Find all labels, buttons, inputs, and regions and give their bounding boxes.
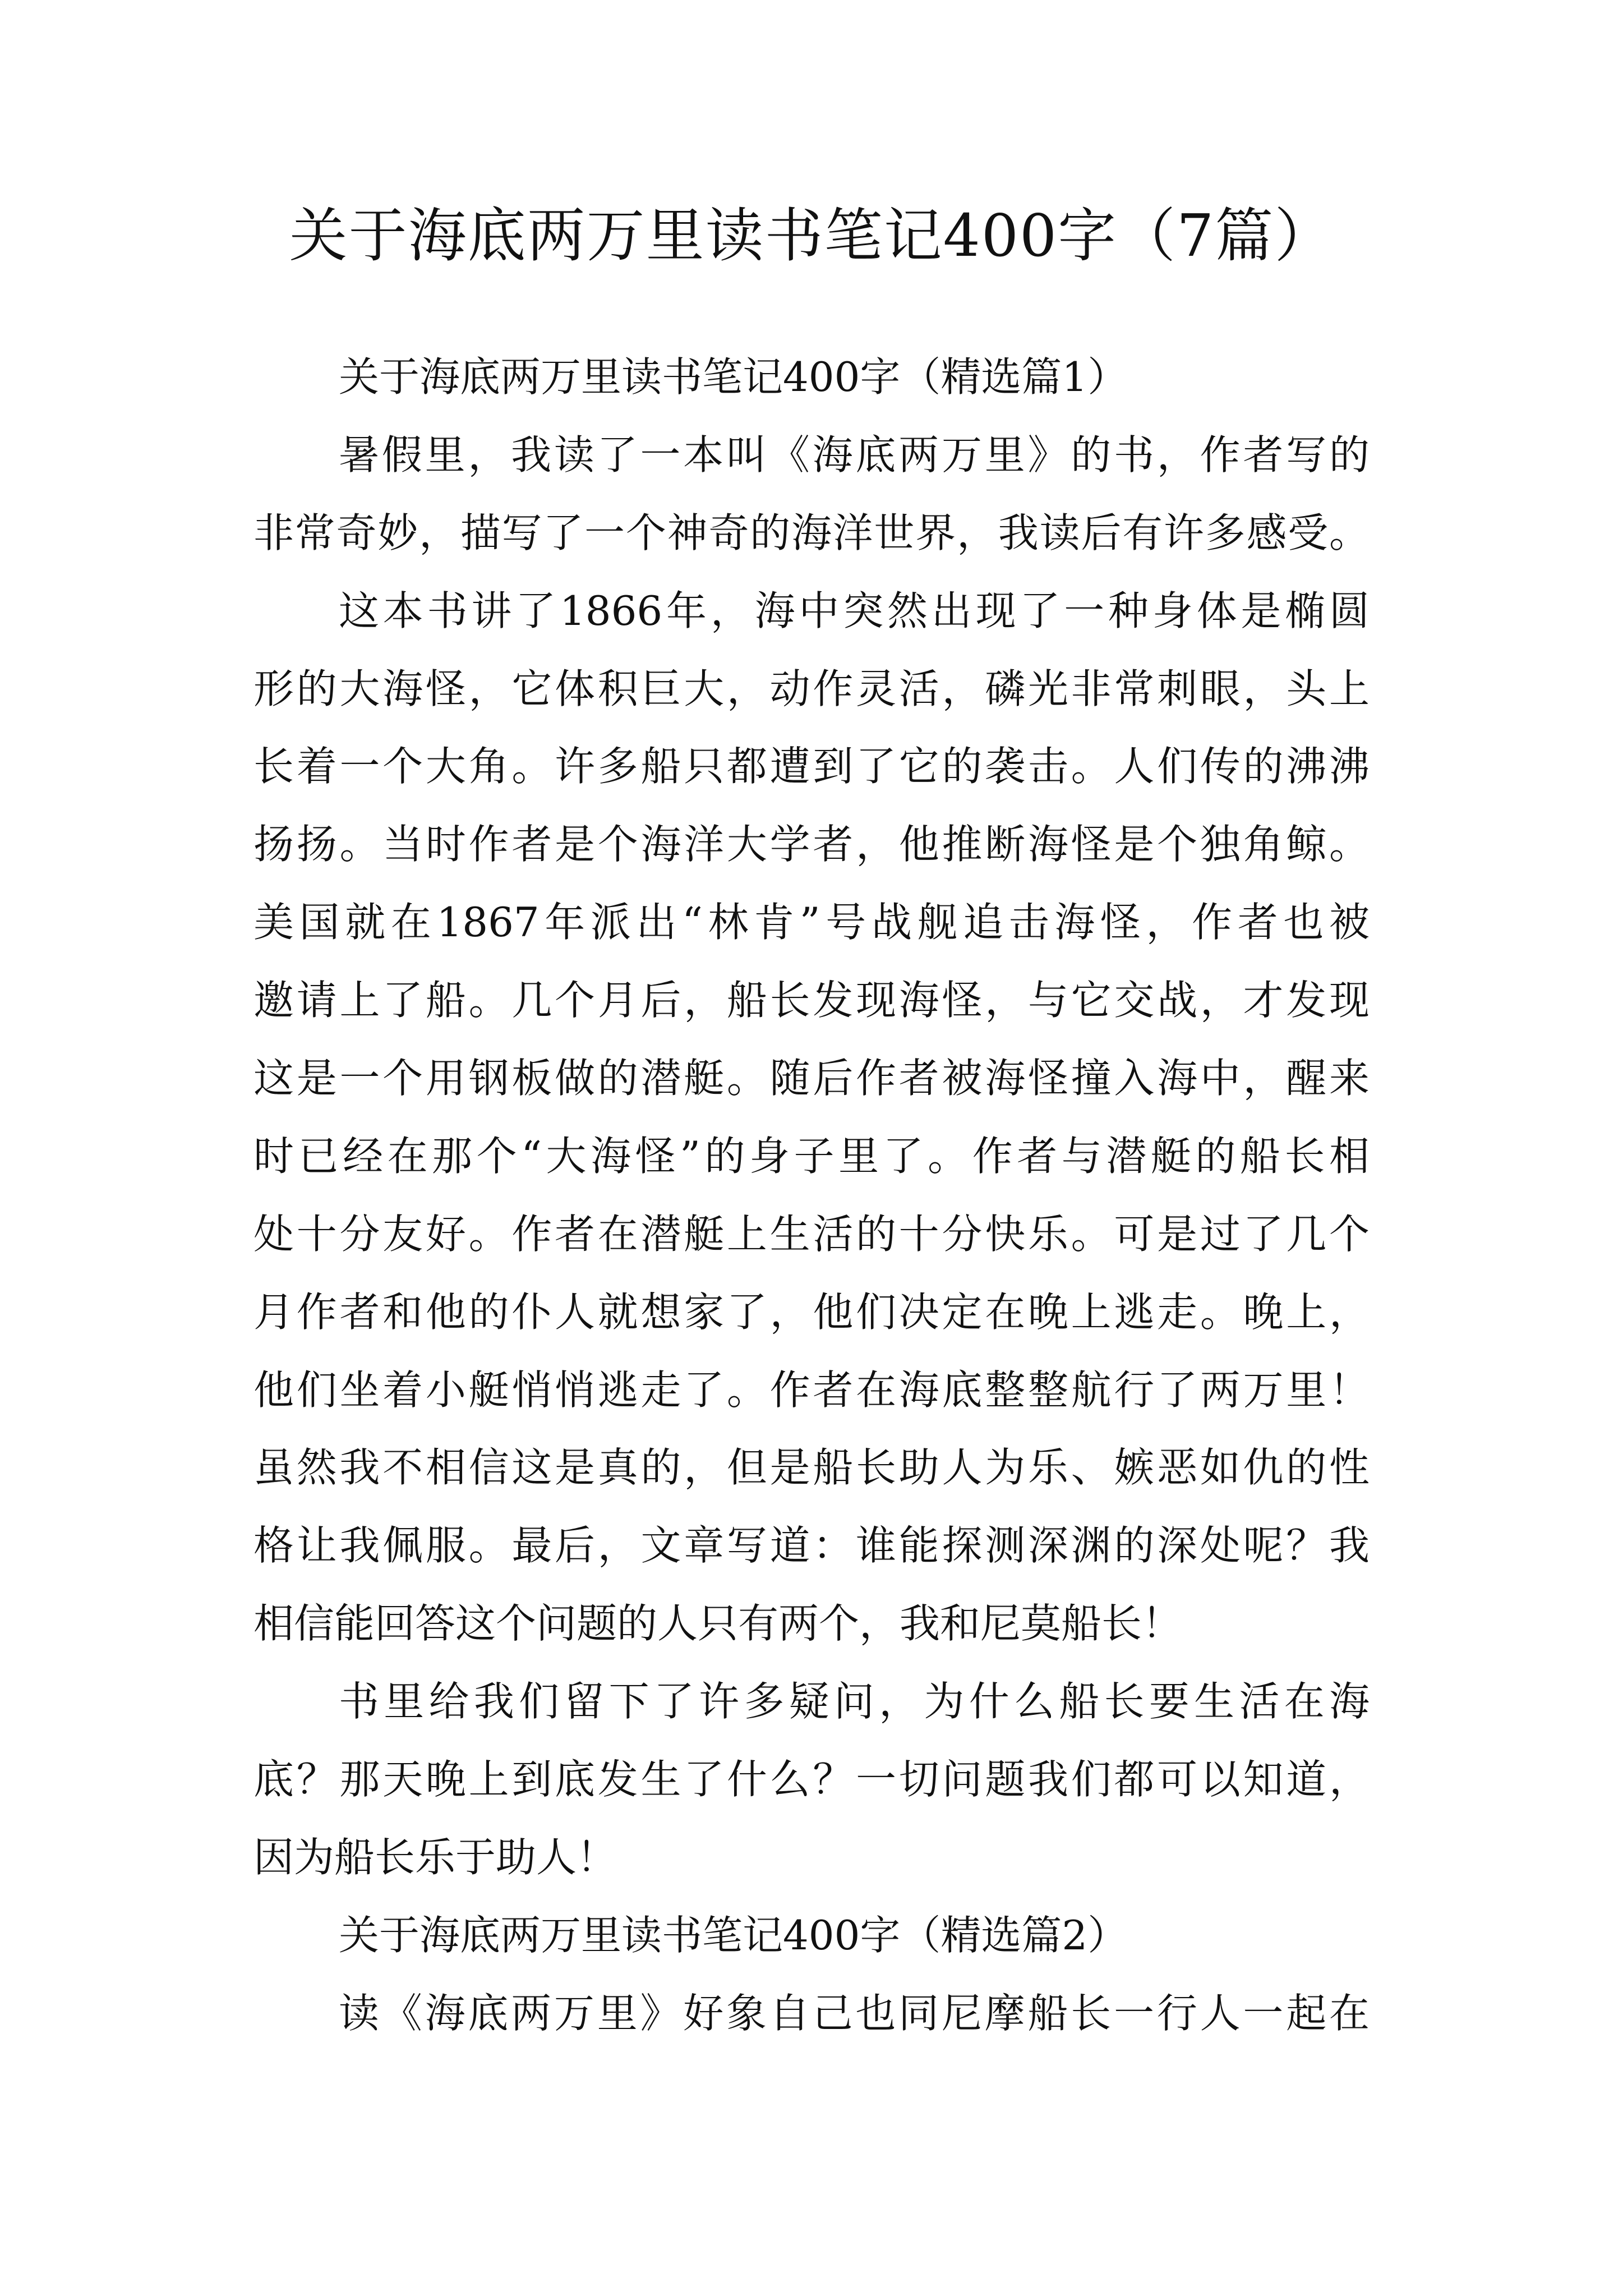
document-title: 关于海底两万里读书笔记400字（7篇） [289,201,1334,270]
text-line: 月作者和他的仆人就想家了，他们决定在晚上逃走。晚上， [253,1288,1370,1336]
text-line: 他们坐着小艇悄悄逃走了。作者在海底整整航行了两万里！ [253,1366,1370,1414]
text-line: 这本书讲了1866年，海中突然出现了一种身体是椭圆 [339,587,1370,634]
text-line: 虽然我不相信这是真的，但是船长助人为乐、嫉恶如仇的性 [253,1444,1370,1492]
text-line: 邀请上了船。几个月后，船长发现海怪，与它交战，才发现 [253,977,1370,1024]
text-line: 因为船长乐于助人！ [253,1833,617,1881]
text-line: 关于海底两万里读书笔记400字（精选篇1） [339,353,1128,401]
text-line: 非常奇妙，描写了一个神奇的海洋世界，我读后有许多感受。 [253,509,1370,556]
text-line: 形的大海怪，它体积巨大，动作灵活，磷光非常刺眼，头上 [253,665,1370,712]
text-line: 美国就在1867年派出“林肯”号战舰追击海怪，作者也被 [253,899,1370,946]
text-line: 时已经在那个“大海怪”的身子里了。作者与潜艇的船长相 [253,1132,1370,1180]
text-line: 扬扬。当时作者是个海洋大学者，他推断海怪是个独角鲸。 [253,821,1370,868]
text-line: 书里给我们留下了许多疑问，为什么船长要生活在海 [339,1678,1370,1726]
text-line: 处十分友好。作者在潜艇上生活的十分快乐。可是过了几个 [253,1210,1370,1258]
text-line: 关于海底两万里读书笔记400字（精选篇2） [339,1911,1128,1959]
text-line: 这是一个用钢板做的潜艇。随后作者被海怪撞入海中，醒来 [253,1055,1370,1102]
text-line: 底？那天晚上到底发生了什么？一切问题我们都可以知道， [253,1756,1370,1803]
text-line: 长着一个大角。许多船只都遭到了它的袭击。人们传的沸沸 [253,743,1370,790]
text-line: 格让我佩服。最后，文章写道：谁能探测深渊的深处呢？我 [253,1522,1370,1570]
text-line: 暑假里，我读了一本叫《海底两万里》的书，作者写的 [339,431,1370,478]
text-line: 相信能回答这个问题的人只有两个，我和尼莫船长！ [253,1600,1183,1648]
document-body [253,338,1370,2053]
text-line: 读《海底两万里》好象自己也同尼摩船长一行人一起在 [339,1989,1370,2037]
